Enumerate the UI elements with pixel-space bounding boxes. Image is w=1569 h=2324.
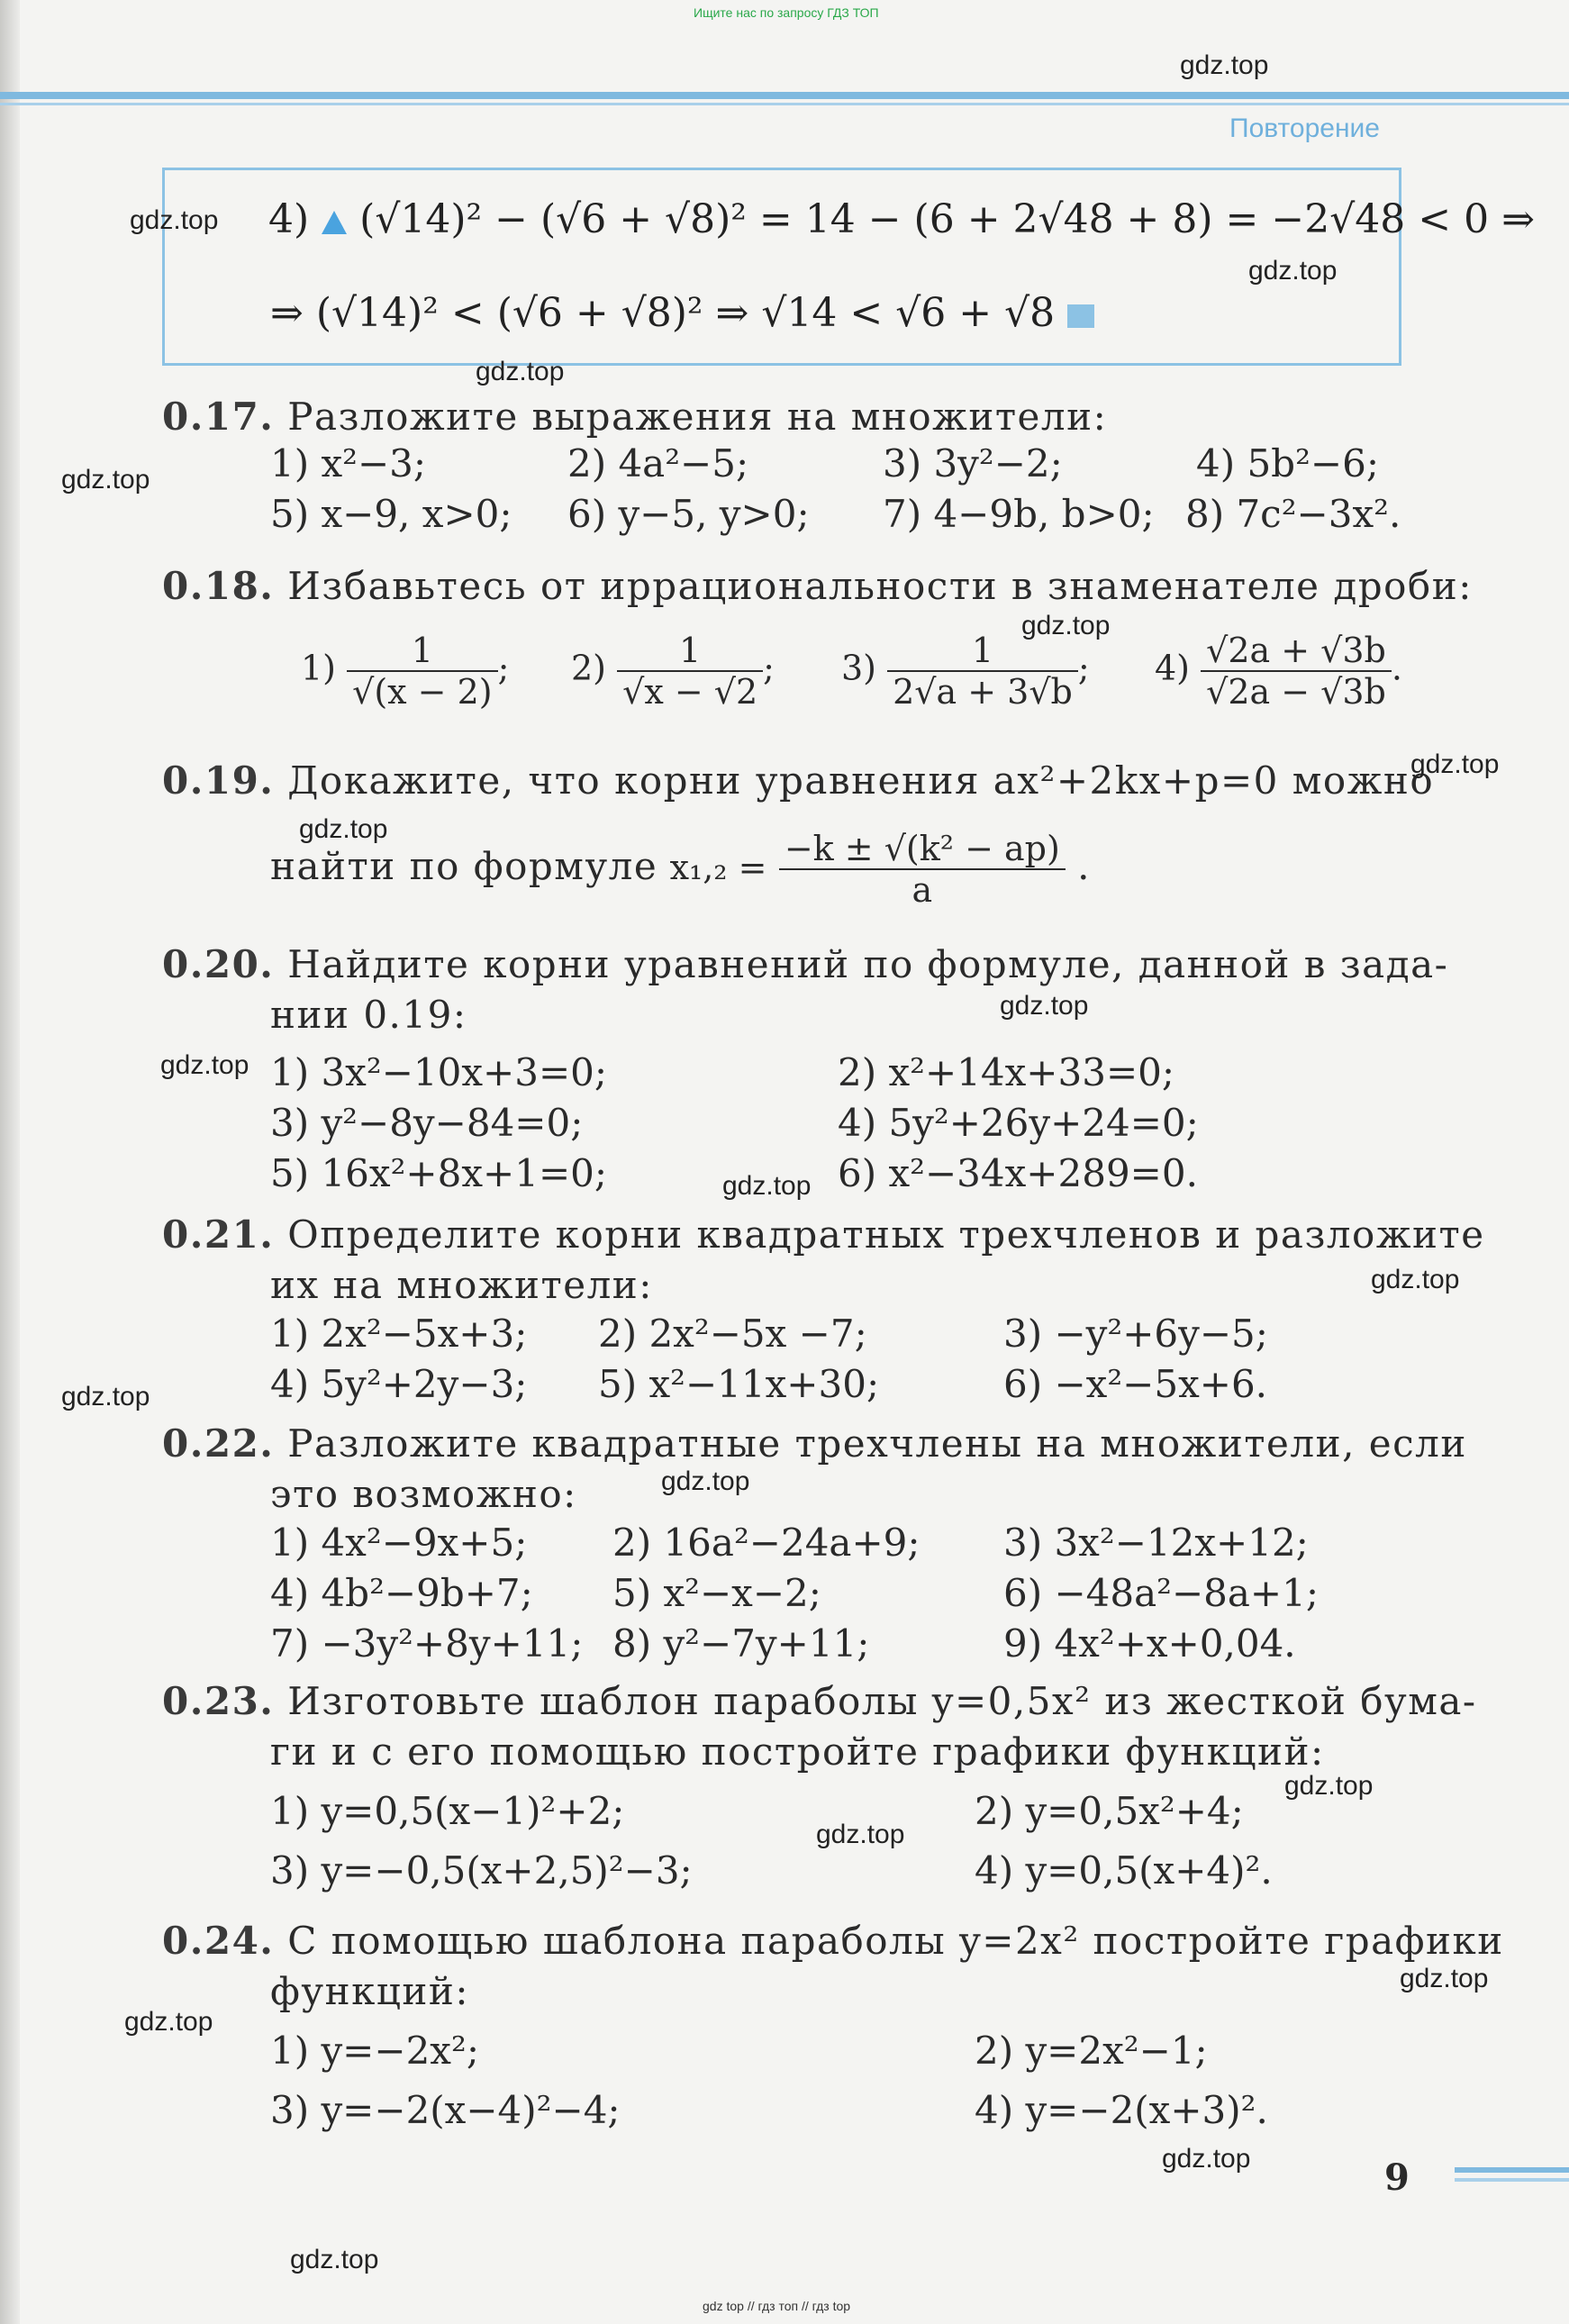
- problem-text: Разложите квадратные трехчлены на множители, если: [287, 1421, 1467, 1466]
- list-item: 6) −48a²−8a+1;: [1003, 1571, 1319, 1615]
- problem-text: Избавьтесь от иррациональности в знаменателе дроби:: [287, 564, 1473, 608]
- problem-0-18: [162, 564, 1473, 608]
- bottom-note: gdz top // гдз топ // гдз top: [703, 2299, 851, 2313]
- list-item: 2) y=0,5x²+4;: [975, 1789, 1244, 1833]
- list-item: 7) 4−9b, b>0;: [883, 492, 1155, 536]
- problem-0-19: [162, 758, 1434, 803]
- list-item: 4) 4b²−9b+7;: [270, 1571, 533, 1615]
- watermark: gdz.top: [1371, 1265, 1460, 1294]
- problem-text: Найдите корни уравнений по формуле, данной в зада-: [287, 942, 1449, 986]
- list-item: 9) 4x²+x+0,04.: [1003, 1621, 1296, 1666]
- denominator: √2a − √3b: [1206, 672, 1386, 712]
- page-number: 9: [1384, 2156, 1410, 2199]
- problem-0-17: [162, 395, 1107, 439]
- triangle-marker-icon: [322, 211, 347, 234]
- problem-number: 0.21.: [162, 1212, 275, 1257]
- fraction: [347, 631, 497, 712]
- watermark: gdz.top: [1248, 256, 1338, 286]
- fraction-item: [841, 631, 1090, 712]
- watermark: gdz.top: [1021, 611, 1111, 640]
- watermark: gdz.top: [130, 205, 219, 235]
- fraction: [887, 631, 1078, 712]
- watermark: gdz.top: [1162, 2144, 1251, 2174]
- fraction: [617, 631, 763, 712]
- problem-text: Определите корни квадратных трехчленов и разложите: [287, 1212, 1485, 1257]
- item-label: 2): [571, 648, 607, 688]
- problem-text: Изготовьте шаблон параболы y=0,5x² из жесткой бума-: [287, 1679, 1477, 1723]
- problem-text: С помощью шаблона параболы y=2x² постройте графики: [287, 1919, 1504, 1963]
- item-end: ;: [497, 648, 510, 688]
- problem-number: 0.17.: [162, 395, 275, 439]
- list-item: 5) x−9, x>0;: [270, 492, 512, 536]
- problem-number: 0.23.: [162, 1679, 275, 1723]
- numerator: 1: [887, 631, 1078, 672]
- footer-rule: [1455, 2167, 1569, 2173]
- list-item: 7) −3y²+8y+11;: [270, 1621, 584, 1666]
- watermark: gdz.top: [722, 1171, 812, 1201]
- list-item: 8) y²−7y+11;: [612, 1621, 870, 1666]
- list-item: 4) y=−2(x+3)².: [975, 2088, 1268, 2132]
- watermark: gdz.top: [661, 1466, 750, 1496]
- example-text-1: (√14)² − (√6 + √8)² = 14 − (6 + 2√48 + 8) = −2√48 < 0 ⇒: [359, 196, 1535, 242]
- problem-0-24: [162, 1919, 1504, 1963]
- watermark: gdz.top: [1180, 50, 1269, 80]
- example-label: 4): [268, 196, 310, 242]
- problem-0-22: [162, 1421, 1467, 1466]
- item-label: 3): [841, 648, 877, 688]
- denominator: 2√a + 3√b: [893, 672, 1073, 712]
- problem-text-2: нии 0.19:: [270, 993, 467, 1037]
- list-item: 6) −x²−5x+6.: [1003, 1362, 1268, 1406]
- item-label: 1): [301, 648, 337, 688]
- list-item: 5) x²−11x+30;: [598, 1362, 880, 1406]
- list-item: 4) 5y²+2y−3;: [270, 1362, 528, 1406]
- list-item: 5) x²−x−2;: [612, 1571, 821, 1615]
- list-item: 8) 7c²−3x².: [1185, 492, 1401, 536]
- list-item: 1) y=0,5(x−1)²+2;: [270, 1789, 625, 1833]
- problem-number: 0.20.: [162, 942, 275, 986]
- list-item: 3) −y²+6y−5;: [1003, 1312, 1268, 1356]
- list-item: 4) 5b²−6;: [1196, 441, 1379, 486]
- problem-text-2: найти по формуле: [270, 844, 658, 888]
- list-item: 1) x²−3;: [270, 441, 427, 486]
- example-text-2: ⇒ (√14)² < (√6 + √8)² ⇒ √14 < √6 + √8: [270, 290, 1056, 336]
- watermark: gdz.top: [61, 1382, 150, 1412]
- list-item: 1) 3x²−10x+3=0;: [270, 1050, 608, 1094]
- item-end: ;: [1077, 648, 1090, 688]
- problem-text-2: функций:: [270, 1969, 469, 2013]
- footer-rule-thin: [1455, 2178, 1569, 2182]
- fraction-item: [1155, 631, 1402, 712]
- formula-line: [270, 829, 1090, 910]
- list-item: 3) 3y²−2;: [883, 441, 1063, 486]
- watermark: gdz.top: [290, 2245, 379, 2274]
- problem-number: 0.19.: [162, 758, 275, 803]
- watermark: gdz.top: [1410, 749, 1500, 779]
- formula-lhs: x₁,₂ =: [669, 848, 767, 887]
- end-of-proof-square-icon: [1067, 304, 1094, 328]
- problem-text-2: их на множители:: [270, 1263, 653, 1307]
- problem-number: 0.22.: [162, 1421, 275, 1466]
- problem-0-21: [162, 1212, 1485, 1257]
- item-end: ;: [763, 648, 775, 688]
- watermark: gdz.top: [160, 1050, 249, 1080]
- item-end: .: [1391, 648, 1402, 688]
- formula-denominator: a: [911, 870, 933, 910]
- list-item: 4) y=0,5(x+4)².: [975, 1848, 1273, 1893]
- example-line-2: [270, 290, 1094, 336]
- watermark: gdz.top: [124, 2007, 213, 2037]
- problem-number: 0.18.: [162, 564, 275, 608]
- watermark: gdz.top: [1000, 991, 1089, 1021]
- problem-text-2: это возможно:: [270, 1472, 577, 1516]
- example-line-1: [268, 196, 1535, 242]
- header-rule: [0, 92, 1569, 99]
- list-item: 1) 2x²−5x+3;: [270, 1312, 528, 1356]
- list-item: 4) 5y²+26y+24=0;: [838, 1101, 1199, 1145]
- formula-numerator: −k ± √(k² − ap): [779, 829, 1066, 870]
- header-rule-thin: [0, 103, 1569, 105]
- list-item: 2) 16a²−24a+9;: [612, 1521, 921, 1565]
- list-item: 1) y=−2x²;: [270, 2029, 479, 2073]
- problem-0-23: [162, 1679, 1477, 1723]
- page-spine-shadow: [0, 0, 20, 2324]
- problem-text: Докажите, что корни уравнения ax²+2kx+p=0 можно: [287, 758, 1435, 803]
- watermark: gdz.top: [61, 465, 150, 495]
- numerator: 1: [617, 631, 763, 672]
- formula-end: .: [1077, 844, 1090, 888]
- list-item: 5) 16x²+8x+1=0;: [270, 1151, 608, 1195]
- watermark: gdz.top: [299, 814, 388, 844]
- top-note: Ищите нас по запросу ГДЗ ТОП: [694, 5, 879, 20]
- list-item: 2) 2x²−5x −7;: [598, 1312, 867, 1356]
- fraction: [1201, 631, 1392, 712]
- list-item: 1) 4x²−9x+5;: [270, 1521, 528, 1565]
- list-item: 2) 4a²−5;: [567, 441, 749, 486]
- denominator: √x − √2: [622, 672, 758, 712]
- list-item: 2) x²+14x+33=0;: [838, 1050, 1175, 1094]
- section-title: Повторение: [1229, 113, 1380, 143]
- item-label: 4): [1155, 648, 1191, 688]
- fraction-item: [571, 631, 775, 712]
- fraction-item: [301, 631, 509, 712]
- watermark: gdz.top: [1400, 1964, 1489, 1993]
- problem-text: Разложите выражения на множители:: [287, 395, 1108, 439]
- watermark: gdz.top: [1284, 1771, 1374, 1801]
- problem-text-2: ги и с его помощью постройте графики функций:: [270, 1729, 1325, 1774]
- list-item: 3) y²−8y−84=0;: [270, 1101, 584, 1145]
- list-item: 3) y=−0,5(x+2,5)²−3;: [270, 1848, 693, 1893]
- watermark: gdz.top: [476, 357, 565, 386]
- list-item: 3) y=−2(x−4)²−4;: [270, 2088, 621, 2132]
- numerator: √2a + √3b: [1201, 631, 1392, 672]
- numerator: 1: [347, 631, 497, 672]
- problem-0-20: [162, 942, 1448, 986]
- formula-fraction: [779, 829, 1066, 910]
- watermark: gdz.top: [816, 1820, 905, 1849]
- list-item: 6) x²−34x+289=0.: [838, 1151, 1198, 1195]
- list-item: 6) y−5, y>0;: [567, 492, 810, 536]
- problem-number: 0.24.: [162, 1919, 275, 1963]
- list-item: 3) 3x²−12x+12;: [1003, 1521, 1309, 1565]
- list-item: 2) y=2x²−1;: [975, 2029, 1208, 2073]
- denominator: √(x − 2): [352, 672, 493, 712]
